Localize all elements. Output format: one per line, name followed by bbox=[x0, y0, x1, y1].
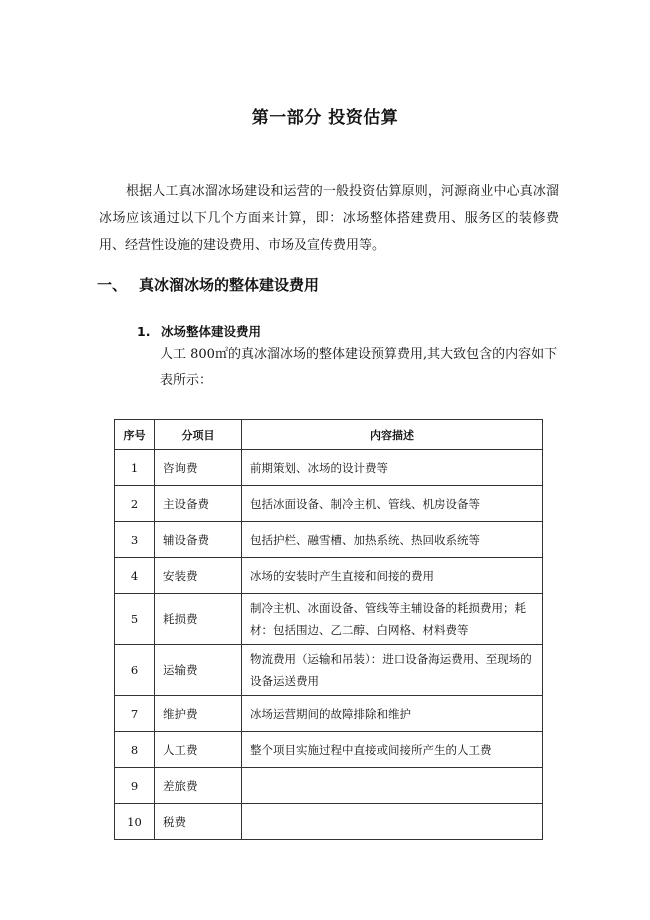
row-no: 9 bbox=[115, 768, 155, 804]
row-no: 6 bbox=[115, 645, 155, 696]
row-no: 4 bbox=[115, 558, 155, 594]
header-desc: 内容描述 bbox=[242, 420, 543, 450]
row-desc bbox=[242, 768, 543, 804]
table-header-row bbox=[115, 420, 543, 450]
row-no: 5 bbox=[115, 594, 155, 645]
section-number: 一、 bbox=[97, 276, 128, 294]
row-no: 7 bbox=[115, 696, 155, 732]
row-no: 1 bbox=[115, 450, 155, 486]
table-row bbox=[115, 594, 543, 645]
row-item: 运输费 bbox=[155, 645, 242, 696]
row-no: 8 bbox=[115, 732, 155, 768]
table-row bbox=[115, 804, 543, 840]
section-heading bbox=[97, 274, 319, 295]
table-row bbox=[115, 732, 543, 768]
table-row bbox=[115, 522, 543, 558]
row-desc: 冰场的安装时产生直接和间接的费用 bbox=[242, 558, 543, 594]
row-item: 主设备费 bbox=[155, 486, 242, 522]
row-no: 2 bbox=[115, 486, 155, 522]
page-title: 第一部分 投资估算 bbox=[251, 108, 399, 128]
subsection-paragraph: 人工 800㎡的真冰溜冰场的整体建设预算费用,其大致包含的内容如下表所示： bbox=[160, 347, 558, 388]
row-no: 10 bbox=[115, 804, 155, 840]
row-item: 辅设备费 bbox=[155, 522, 242, 558]
table-row bbox=[115, 696, 543, 732]
table-row bbox=[115, 768, 543, 804]
row-desc: 前期策划、冰场的设计费等 bbox=[242, 450, 543, 486]
intro-paragraph: 根据人工真冰溜冰场建设和运营的一般投资估算原则，河源商业中心真冰溜冰场应该通过以下几个方面来计算，即：冰场整体搭建费用、服务区的装修费用、经营性设施的建设费用、市场及宣传费用等。 bbox=[99, 184, 559, 253]
row-no: 3 bbox=[115, 522, 155, 558]
subsection-heading bbox=[137, 322, 261, 340]
subsection-number: 1. bbox=[137, 324, 151, 339]
row-item: 咨询费 bbox=[155, 450, 242, 486]
section-title: 真冰溜冰场的整体建设费用 bbox=[139, 276, 320, 294]
header-no: 序号 bbox=[115, 420, 155, 450]
cost-table bbox=[114, 419, 543, 840]
row-desc: 包括冰面设备、制冷主机、管线、机房设备等 bbox=[242, 486, 543, 522]
header-item: 分项目 bbox=[155, 420, 242, 450]
subsection-title: 冰场整体建设费用 bbox=[161, 324, 262, 339]
row-item: 税费 bbox=[155, 804, 242, 840]
row-desc: 制冷主机、冰面设备、管线等主辅设备的耗损费用；耗材：包括围边、乙二醇、白网格、材料费等 bbox=[242, 594, 543, 645]
table-row bbox=[115, 645, 543, 696]
table-row bbox=[115, 450, 543, 486]
row-desc: 包括护栏、融雪槽、加热系统、热回收系统等 bbox=[242, 522, 543, 558]
row-desc bbox=[242, 804, 543, 840]
table-row bbox=[115, 486, 543, 522]
row-item: 耗损费 bbox=[155, 594, 242, 645]
row-desc: 整个项目实施过程中直接或间接所产生的人工费 bbox=[242, 732, 543, 768]
row-desc: 物流费用（运输和吊装）：进口设备海运费用、至现场的设备运送费用 bbox=[242, 645, 543, 696]
row-item: 差旅费 bbox=[155, 768, 242, 804]
row-desc: 冰场运营期间的故障排除和维护 bbox=[242, 696, 543, 732]
table-row bbox=[115, 558, 543, 594]
row-item: 安装费 bbox=[155, 558, 242, 594]
row-item: 维护费 bbox=[155, 696, 242, 732]
row-item: 人工费 bbox=[155, 732, 242, 768]
